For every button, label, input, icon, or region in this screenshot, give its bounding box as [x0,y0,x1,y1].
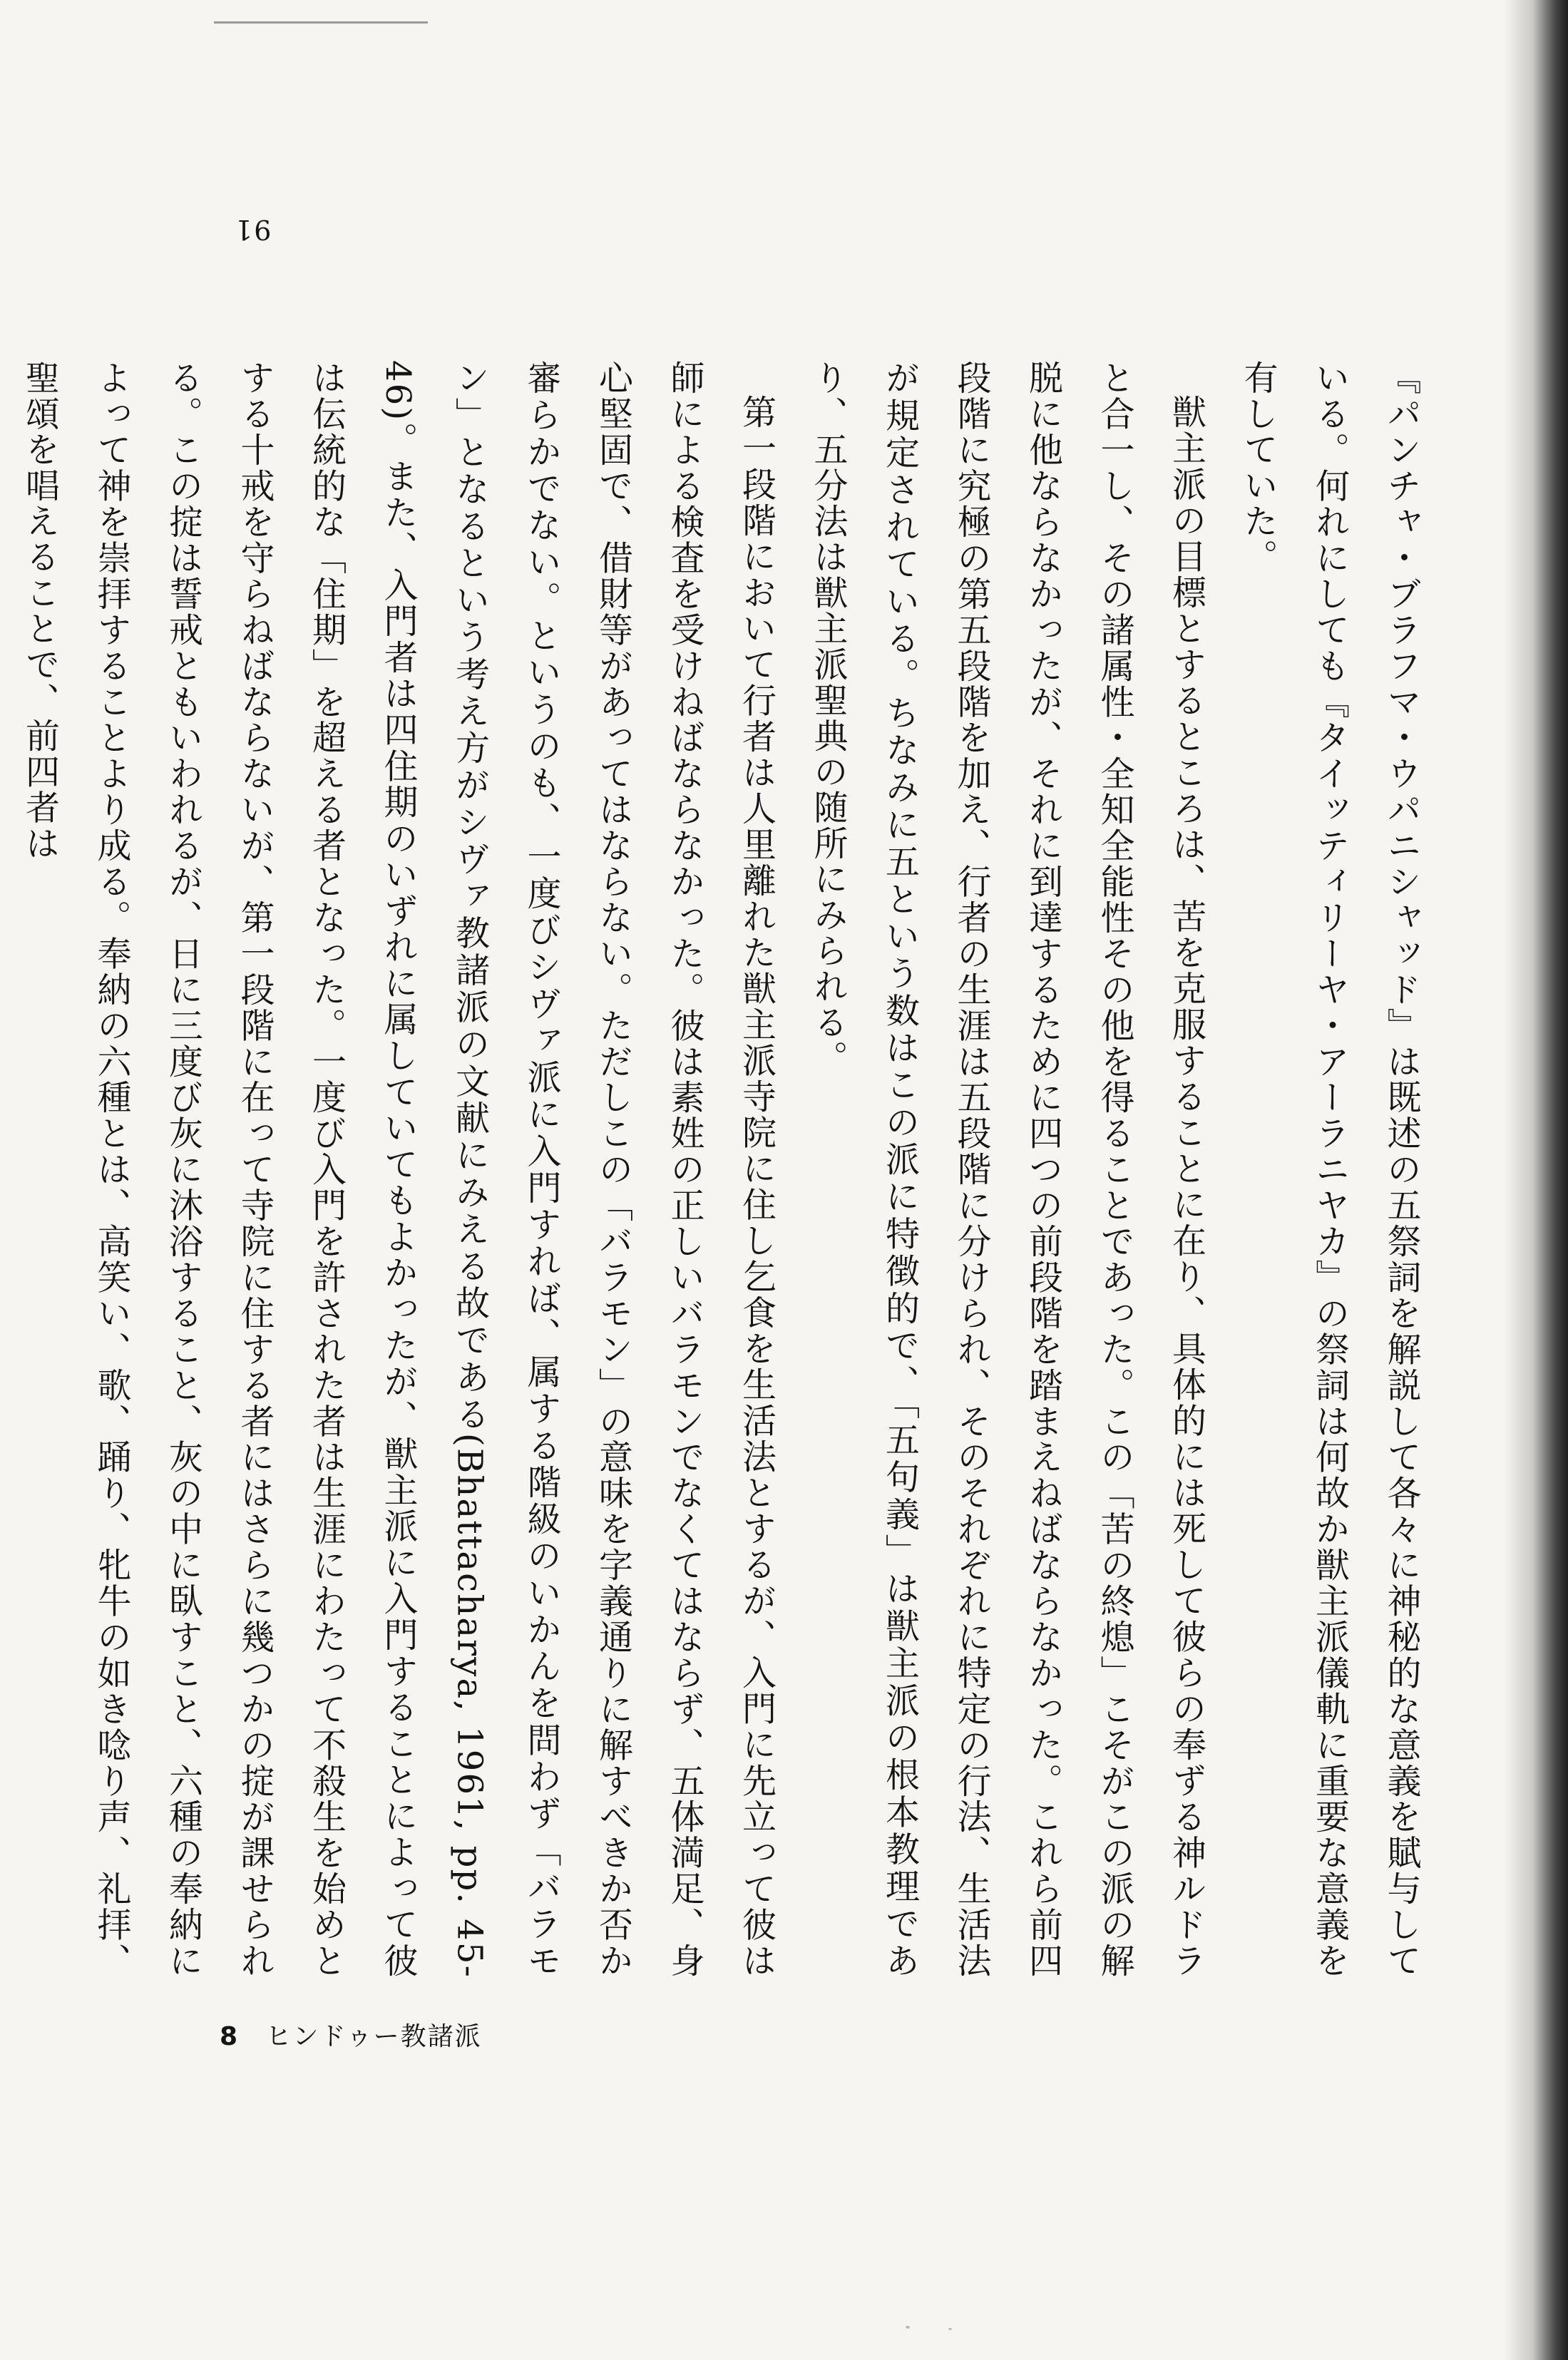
page-number: 91 [234,214,272,245]
paragraph-2: 獣主派の目標とするところは、苦を克服することに在り、具体的には死して彼らの奉ずる神ルドラと合一し、その諸属性・全知全能性その他を得ることであった。この「苦の終熄」こそがこの派の解脱に他ならなかったが、それに到達するために四つの前段階を踏まえねばならなかった。これら前四段階に究極の第五段階を加え、行者の生涯は五段階に分けられ、そのそれぞれに特定の行法、生活法が規定されている。ちなみに五という数はこの派に特徴的で、「五句義」は獣主派の根本教理であり、五分法は獣主派聖典の随所にみられる。 [808,360,1206,1979]
chapter-number: 8 [220,2022,240,2051]
scan-speck [948,2328,952,2330]
body-text [19,360,1437,1979]
top-rule [214,21,428,24]
scan-shadow-edge [1504,0,1568,2360]
chapter-title: ヒンドゥー教諸派 [265,2022,482,2051]
scan-speck [906,2326,910,2329]
running-footer [220,2016,482,2053]
paragraph-3: 第一段階において行者は人里離れた獣主派寺院に住し乞食を生活法とするが、入門に先立って彼は師による検査を受けねばならなかった。彼は素姓の正しいバラモンでなくてはならず、五体満足、身心堅固で、借財等があってはならない。ただしこの「バラモン」の意味を字義通りに解すべきか否か審らかでない。というのも、一度びシヴァ派に入門すれば、属する階級のいかんを問わず「バラモン」となるという考え方がシヴァ教諸派の文献にみえる故である(Bhattacharya, 1961, pp. 45-46)。また、入門者は四住期のいずれに属していてもよかったが、獣主派に入門することによって彼は伝統的な「住期」を超える者となった。一度び入門を許された者は生涯にわたって不殺生を始めとする十戒を守らねばならないが、第一段階に在って寺院に住する者にはさらに幾つかの掟が課せられる。この掟は誓戒ともいわれるが、日に三度び灰に沐浴すること、灰の中に臥すこと、六種の奉納によって神を崇拝することより成る。奉納の六種とは、高笑い、歌、踊り、牝牛の如き唸り声、礼拝、聖頌を唱えることで、前四者は [19,360,777,1979]
paragraph-1: 『パンチャ・ブラフマ・ウパニシャッド』は既述の五祭詞を解説して各々に神秘的な意義を賦与している。何れにしても『タイッティリーヤ・アーラニヤカ』の祭詞は何故か獣主派儀軌に重要な意義を有していた。 [1238,360,1421,1979]
